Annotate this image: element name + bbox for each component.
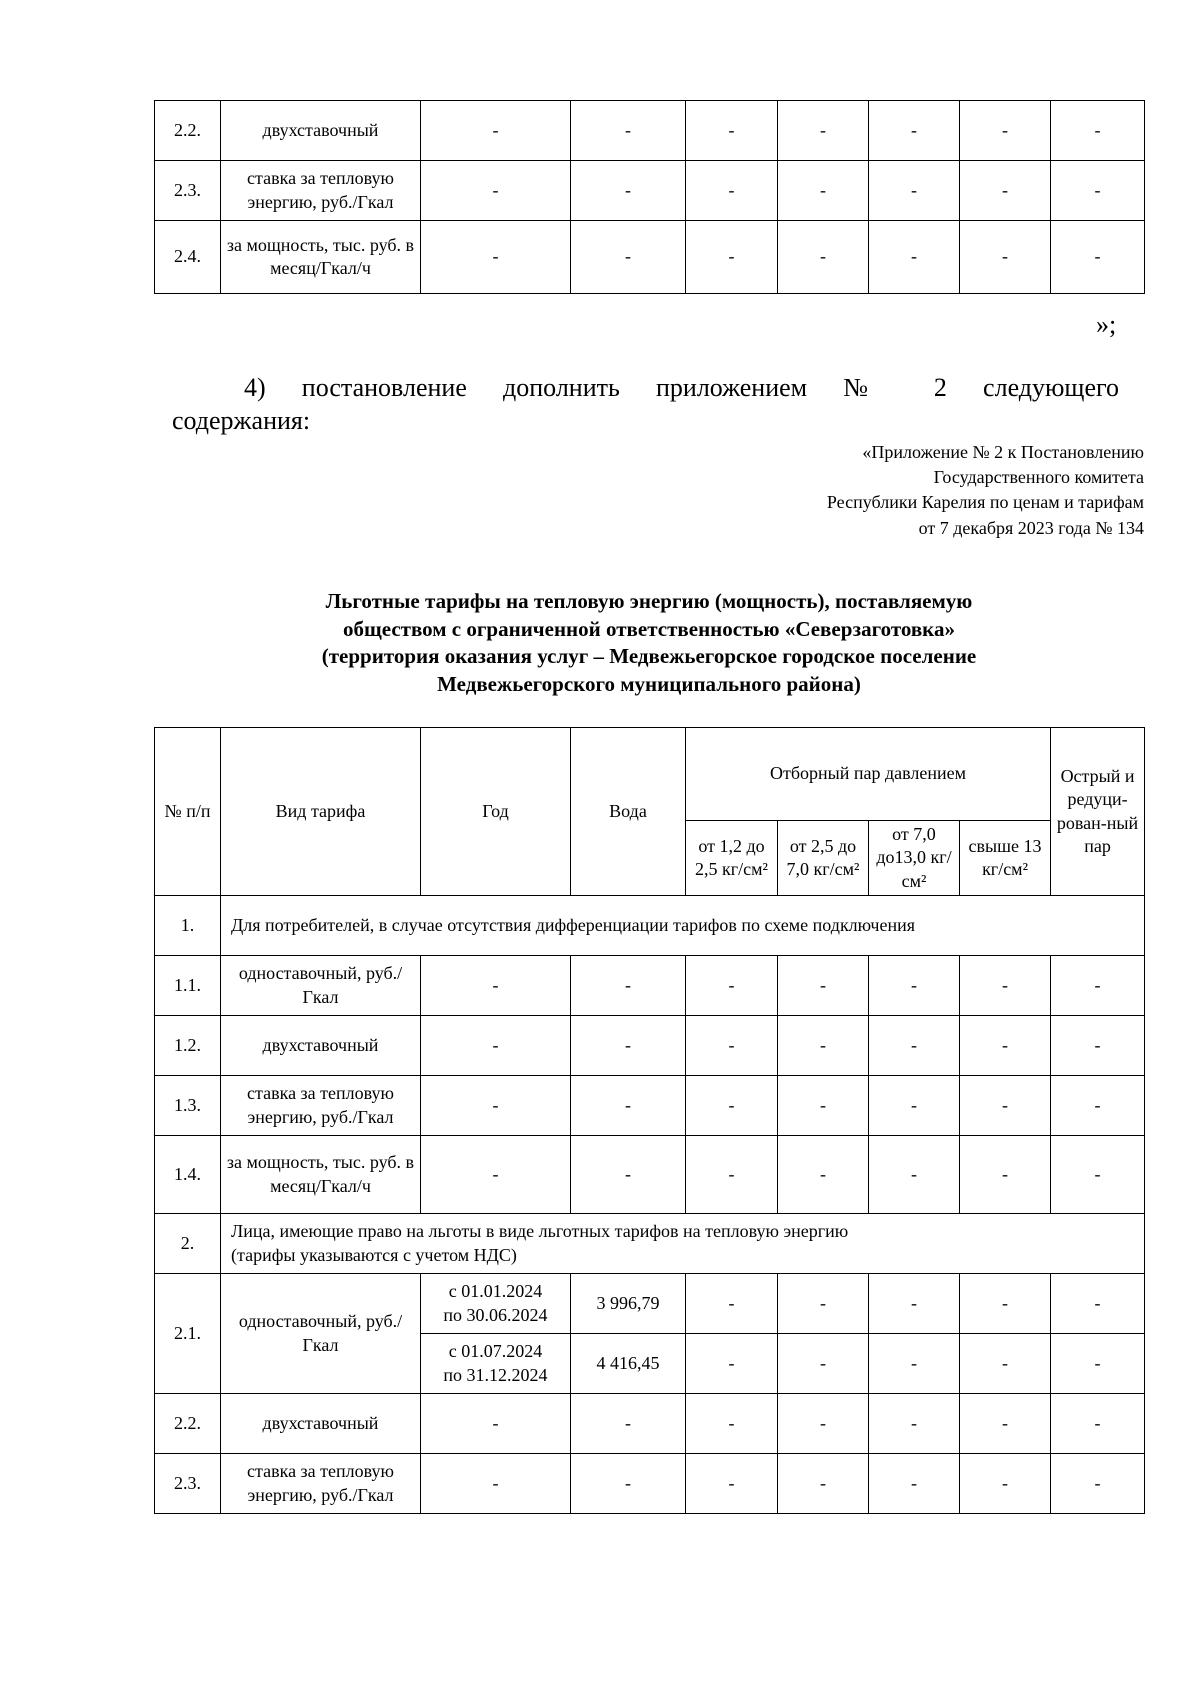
value-cell: - xyxy=(686,1136,778,1214)
value-cell: - xyxy=(869,1334,960,1394)
header-steam-3: от 7,0 до13,0 кг/см² xyxy=(869,821,960,896)
continuation-table xyxy=(154,100,1145,294)
value-cell: - xyxy=(778,1274,869,1334)
value-cell: - xyxy=(869,1136,960,1214)
tariff-type: двухставочный xyxy=(221,1016,421,1076)
tariff-type: ставка за тепловую энергию, руб./Гкал xyxy=(221,161,421,221)
value-cell: - xyxy=(686,1016,778,1076)
value-cell: - xyxy=(571,1454,686,1514)
amendment-paragraph-continuation: содержания: xyxy=(172,406,311,435)
tariff-type: двухставочный xyxy=(221,1394,421,1454)
header-year: Год xyxy=(421,728,571,896)
period-to: по 31.12.2024 xyxy=(443,1364,548,1385)
value-cell: - xyxy=(960,101,1051,161)
row-number: 2.1. xyxy=(155,1274,221,1394)
value-cell: - xyxy=(960,1394,1051,1454)
value-cell: - xyxy=(571,1394,686,1454)
tariff-type: ставка за тепловую энергию, руб./Гкал xyxy=(221,1076,421,1136)
value-cell: - xyxy=(778,1016,869,1076)
value-cell: - xyxy=(869,1394,960,1454)
value-cell: - xyxy=(778,1334,869,1394)
value-cell: - xyxy=(778,161,869,221)
value-cell: - xyxy=(571,1076,686,1136)
value-cell: - xyxy=(421,1016,571,1076)
table-row xyxy=(155,1394,1145,1454)
value-cell: - xyxy=(960,956,1051,1016)
value-cell: - xyxy=(686,1274,778,1334)
tariff-type: одноставочный, руб./Гкал xyxy=(221,956,421,1016)
value-cell: - xyxy=(1051,1016,1145,1076)
section-label-line: Лица, имеющие право на льготы в виде льготных тарифов на тепловую энергию xyxy=(231,1221,849,1242)
header-steam-group: Отборный пар давлением xyxy=(686,728,1051,821)
row-number: 2.2. xyxy=(155,101,221,161)
section-number: 2. xyxy=(155,1214,221,1274)
value-cell: - xyxy=(1051,1454,1145,1514)
table-row xyxy=(155,1016,1145,1076)
value-cell: - xyxy=(571,956,686,1016)
tariff-type: одноставочный, руб./Гкал xyxy=(221,1274,421,1394)
amendment-paragraph: 4) постановление дополнить приложением № 2 следующего xyxy=(244,373,1119,402)
table-row xyxy=(155,1454,1145,1514)
period-to: по 30.06.2024 xyxy=(443,1304,548,1325)
value-cell: - xyxy=(869,101,960,161)
tariff-type: за мощность, тыс. руб. в месяц/Гкал/ч xyxy=(221,1136,421,1214)
value-cell: - xyxy=(960,1274,1051,1334)
value-cell: - xyxy=(960,1136,1051,1214)
value-cell: - xyxy=(1051,956,1145,1016)
row-number: 2.3. xyxy=(155,161,221,221)
row-number: 1.4. xyxy=(155,1136,221,1214)
value-cell: - xyxy=(1051,1076,1145,1136)
row-number: 2.3. xyxy=(155,1454,221,1514)
header-sharp-steam: Острый и редуци-рован-ный пар xyxy=(1051,728,1145,896)
value-cell: - xyxy=(421,956,571,1016)
row-number: 1.3. xyxy=(155,1076,221,1136)
value-cell: - xyxy=(960,1016,1051,1076)
value-cell: - xyxy=(686,1334,778,1394)
header-tariff-type: Вид тарифа xyxy=(221,728,421,896)
value-cell: - xyxy=(778,956,869,1016)
header-steam-4: свыше 13 кг/см² xyxy=(960,821,1051,896)
section-number: 1. xyxy=(155,896,221,956)
title-line: обществом с ограниченной ответственностью «Северзаготовка» xyxy=(343,616,955,641)
document-title xyxy=(154,588,1144,699)
value-cell: - xyxy=(778,1394,869,1454)
appendix-header-line: Республики Карелия по ценам и тарифам xyxy=(826,492,1144,513)
period-cell xyxy=(421,1274,571,1334)
value-cell: - xyxy=(778,1136,869,1214)
value-cell: - xyxy=(869,161,960,221)
appendix-header-line: Государственного комитета xyxy=(933,467,1144,488)
tariff-table xyxy=(154,727,1145,1514)
value-cell: - xyxy=(960,1454,1051,1514)
value-cell: - xyxy=(960,1334,1051,1394)
water-tariff-value: 3 996,79 xyxy=(571,1274,686,1334)
row-number: 2.4. xyxy=(155,221,221,294)
value-cell: - xyxy=(1051,1136,1145,1214)
value-cell: - xyxy=(421,1076,571,1136)
table-row xyxy=(155,956,1145,1016)
value-cell: - xyxy=(1051,221,1145,294)
period-from: с 01.07.2024 xyxy=(448,1341,543,1362)
value-cell: - xyxy=(421,101,571,161)
value-cell: - xyxy=(571,161,686,221)
table-row xyxy=(155,1274,1145,1334)
value-cell: - xyxy=(1051,1334,1145,1394)
value-cell: - xyxy=(686,161,778,221)
table-row xyxy=(155,101,1145,161)
value-cell: - xyxy=(869,1076,960,1136)
row-number: 1.2. xyxy=(155,1016,221,1076)
value-cell: - xyxy=(1051,101,1145,161)
value-cell: - xyxy=(778,101,869,161)
section-label xyxy=(221,1214,1145,1274)
table-row xyxy=(155,221,1145,294)
value-cell: - xyxy=(960,1076,1051,1136)
value-cell: - xyxy=(778,1076,869,1136)
value-cell: - xyxy=(571,1136,686,1214)
value-cell: - xyxy=(421,1394,571,1454)
header-water: Вода xyxy=(571,728,686,896)
tariff-type: ставка за тепловую энергию, руб./Гкал xyxy=(221,1454,421,1514)
value-cell: - xyxy=(686,956,778,1016)
value-cell: - xyxy=(869,1274,960,1334)
value-cell: - xyxy=(686,1394,778,1454)
value-cell: - xyxy=(778,1454,869,1514)
section-row xyxy=(155,896,1145,956)
value-cell: - xyxy=(960,161,1051,221)
header-steam-2: от 2,5 до 7,0 кг/см² xyxy=(778,821,869,896)
section-label: Для потребителей, в случае отсутствия дифференциации тарифов по схеме подключения xyxy=(221,896,1145,956)
appendix-header xyxy=(827,440,1144,541)
title-line: Медвежьегорского муниципального района) xyxy=(437,672,861,697)
value-cell: - xyxy=(571,221,686,294)
period-from: с 01.01.2024 xyxy=(448,1281,543,1302)
row-number: 2.2. xyxy=(155,1394,221,1454)
value-cell: - xyxy=(571,101,686,161)
value-cell: - xyxy=(686,1076,778,1136)
value-cell: - xyxy=(421,221,571,294)
value-cell: - xyxy=(1051,161,1145,221)
value-cell: - xyxy=(421,1136,571,1214)
table-row xyxy=(155,161,1145,221)
period-cell xyxy=(421,1334,571,1394)
value-cell: - xyxy=(1051,1394,1145,1454)
section-label-line: (тарифы указываются с учетом НДС) xyxy=(231,1244,517,1265)
section-row xyxy=(155,1214,1145,1274)
value-cell: - xyxy=(869,956,960,1016)
appendix-header-line: от 7 декабря 2023 года № 134 xyxy=(918,517,1144,538)
value-cell: - xyxy=(686,221,778,294)
table-row xyxy=(155,1136,1145,1214)
tariff-type: двухставочный xyxy=(221,101,421,161)
table-row xyxy=(155,1076,1145,1136)
value-cell: - xyxy=(421,161,571,221)
title-line: (территория оказания услуг – Медвежьегорское городское поселение xyxy=(321,644,977,669)
title-line: Льготные тарифы на тепловую энергию (мощность), поставляемую xyxy=(325,589,973,613)
value-cell: - xyxy=(686,101,778,161)
header-steam-1: от 1,2 до 2,5 кг/см² xyxy=(686,821,778,896)
value-cell: - xyxy=(421,1454,571,1514)
value-cell: - xyxy=(686,1454,778,1514)
water-tariff-value: 4 416,45 xyxy=(571,1334,686,1394)
value-cell: - xyxy=(869,1016,960,1076)
row-number: 1.1. xyxy=(155,956,221,1016)
table-header-row xyxy=(155,728,1145,821)
appendix-header-line: «Приложение № 2 к Постановлению xyxy=(862,442,1144,462)
closing-quote: »; xyxy=(1096,310,1117,339)
value-cell: - xyxy=(1051,1274,1145,1334)
value-cell: - xyxy=(778,221,869,294)
value-cell: - xyxy=(869,1454,960,1514)
value-cell: - xyxy=(960,221,1051,294)
value-cell: - xyxy=(571,1016,686,1076)
header-num: № п/п xyxy=(155,728,221,896)
value-cell: - xyxy=(869,221,960,294)
tariff-type: за мощность, тыс. руб. в месяц/Гкал/ч xyxy=(221,221,421,294)
